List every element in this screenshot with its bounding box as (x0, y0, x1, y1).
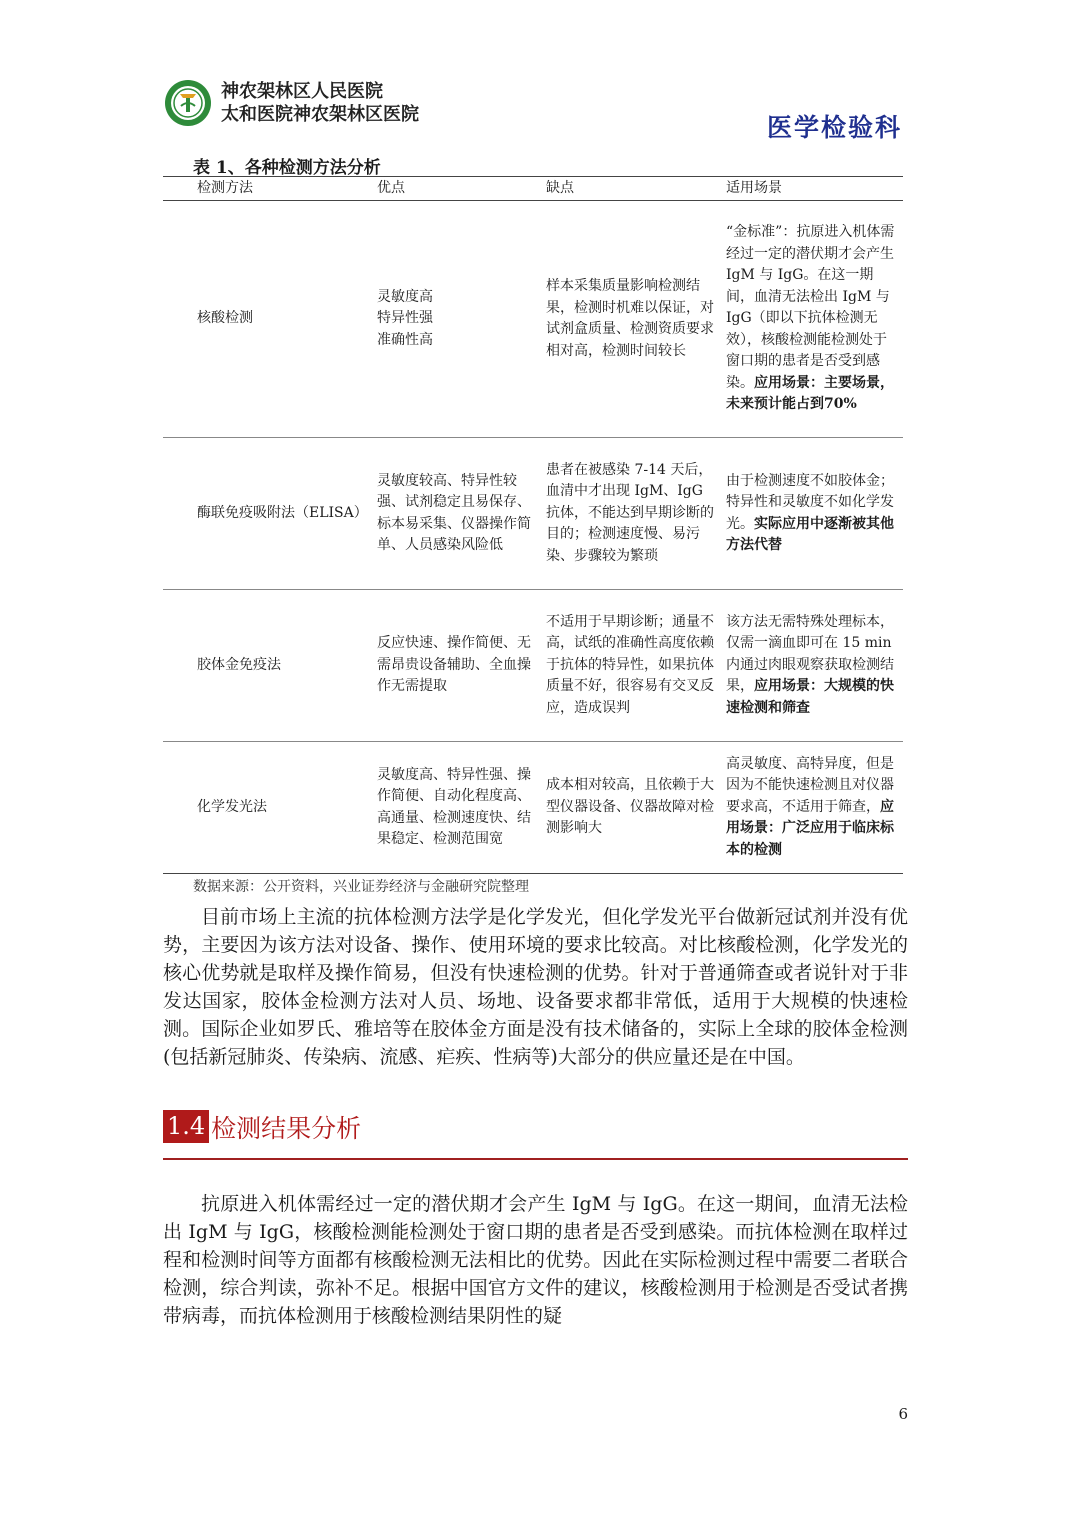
table-source: 数据来源：公开资料，兴业证券经济与金融研究院整理 (193, 879, 529, 895)
page-number: 6 (898, 1405, 908, 1423)
cell-cons: 样本采集质量影响检测结果，检测时机难以保证，对试剂盒质量、检测资质要求相对高，检测时间较长 (540, 201, 720, 438)
cell-method: 酶联免疫吸附法（ELISA） (163, 438, 367, 590)
cell-cons: 不适用于早期诊断；通量不高，试纸的准确性高度依赖于抗体的特异性，如果抗体质量不好，很容易有交叉反应，造成误判 (540, 590, 720, 742)
section-divider (163, 1158, 908, 1160)
table-row (163, 201, 903, 438)
cell-scene (720, 742, 903, 874)
cell-cons: 成本相对较高，且依赖于大型仪器设备、仪器故障对检测影响大 (540, 742, 720, 874)
scene-text: 该方法无需特殊处理标本，仅需一滴血即可在 15 min 内通过肉眼观察获取检测结果， (726, 613, 894, 695)
scene-text: 由于检测速度不如胶体金；特异性和灵敏度不如化学发光。 (726, 472, 894, 532)
header-scene: 适用场景 (720, 177, 903, 201)
cell-pros: 灵敏度高 特异性强 准确性高 (367, 201, 540, 438)
body-paragraph: 目前市场上主流的抗体检测方法学是化学发光，但化学发光平台做新冠试剂并没有优势，主要因为该方法对设备、操作、使用环境的要求比较高。对比核酸检测，化学发光的核心优势就是取样及操作简易，但没有快速检测的优势。针对于普通筛查或者说针对于非发达国家，胶体金检测方法对人员、场地、设备要求都非常低，适用于大规模的快速检测。国际企业如罗氏、雅培等在胶体金方面是没有技术储备的，实际上全球的胶体金检测(包括新冠肺炎、传染病、流感、疟疾、性病等)大部分的供应量还是在中国。 (163, 906, 908, 1068)
scene-highlight: 实际应用中逐渐被其他方法代替 (726, 515, 894, 553)
scene-highlight: 应用场景：广泛应用于临床标本的检测 (726, 798, 894, 858)
cell-method: 核酸检测 (163, 201, 367, 438)
scene-highlight: 应用场景：主要场景，未来预计能占到70% (726, 374, 894, 413)
cell-pros: 反应快速、操作简便、无需昂贵设备辅助、全血操作无需提取 (367, 590, 540, 742)
header-method: 检测方法 (163, 177, 367, 201)
cell-cons: 患者在被感染 7-14 天后，血清中才出现 IgM、IgG 抗体，不能达到早期诊断的目的；检测速度慢、易污染、步骤较为繁琐 (540, 438, 720, 590)
scene-highlight: 应用场景：大规模的快速检测和筛查 (726, 678, 894, 716)
hospital-logo (163, 78, 213, 128)
scene-text: 高灵敏度、高特异度，但是因为不能快速检测且对仪器要求高，不适用于筛查， (726, 755, 894, 815)
section-title: 检测结果分析 (211, 1113, 362, 1143)
methods-table (163, 176, 903, 874)
scene-text: “金标准”：抗原进入机体需经过一定的潜伏期才会产生 IgM 与 IgG。在这一期间，血清无法检出 IgM 与 IgG（即以下抗体检测无效），核酸检测能检测处于窗口期的患者是否受到感染。 (726, 224, 895, 391)
table-row (163, 438, 903, 590)
cell-pros: 灵敏度高、特异性强、操作简便、自动化程度高、高通量、检测速度快、结果稳定、检测范围宽 (367, 742, 540, 874)
section-heading (163, 1110, 361, 1143)
cell-scene (720, 201, 903, 438)
cell-pros: 灵敏度较高、特异性较强、试剂稳定且易保存、标本易采集、仪器操作简单、人员感染风险低 (367, 438, 540, 590)
hospital-name-line1: 神农架林区人民医院 (221, 81, 383, 102)
cell-method: 胶体金免疫法 (163, 590, 367, 742)
department-title: 医学检验科 (766, 113, 902, 142)
table-header-row (163, 177, 903, 201)
header-cons: 缺点 (540, 177, 720, 201)
cell-scene (720, 438, 903, 590)
header-pros: 优点 (367, 177, 540, 201)
section-number: 1.4 (163, 1110, 209, 1143)
table-title: 表 1、各种检测方法分析 (193, 158, 381, 178)
cell-method: 化学发光法 (163, 742, 367, 874)
cell-scene (720, 590, 903, 742)
table-row (163, 590, 903, 742)
body-paragraph: 抗原进入机体需经过一定的潜伏期才会产生 IgM 与 IgG。在这一期间，血清无法检出 IgM 与 IgG，核酸检测能检测处于窗口期的患者是否受到感染。而抗体检测在取样过程和检测时间等方面都有核酸检测无法相比的优势。因此在实际检测过程中需要二者联合检测，综合判读，弥补不足。根据中国官方文件的建议，核酸检测用于检测是否受试者携带病毒，而抗体检测用于核酸检测结果阴性的疑 (163, 1193, 908, 1327)
hospital-name-line2: 太和医院神农架林区医院 (221, 104, 419, 125)
table-row (163, 742, 903, 874)
hospital-name (221, 80, 419, 126)
